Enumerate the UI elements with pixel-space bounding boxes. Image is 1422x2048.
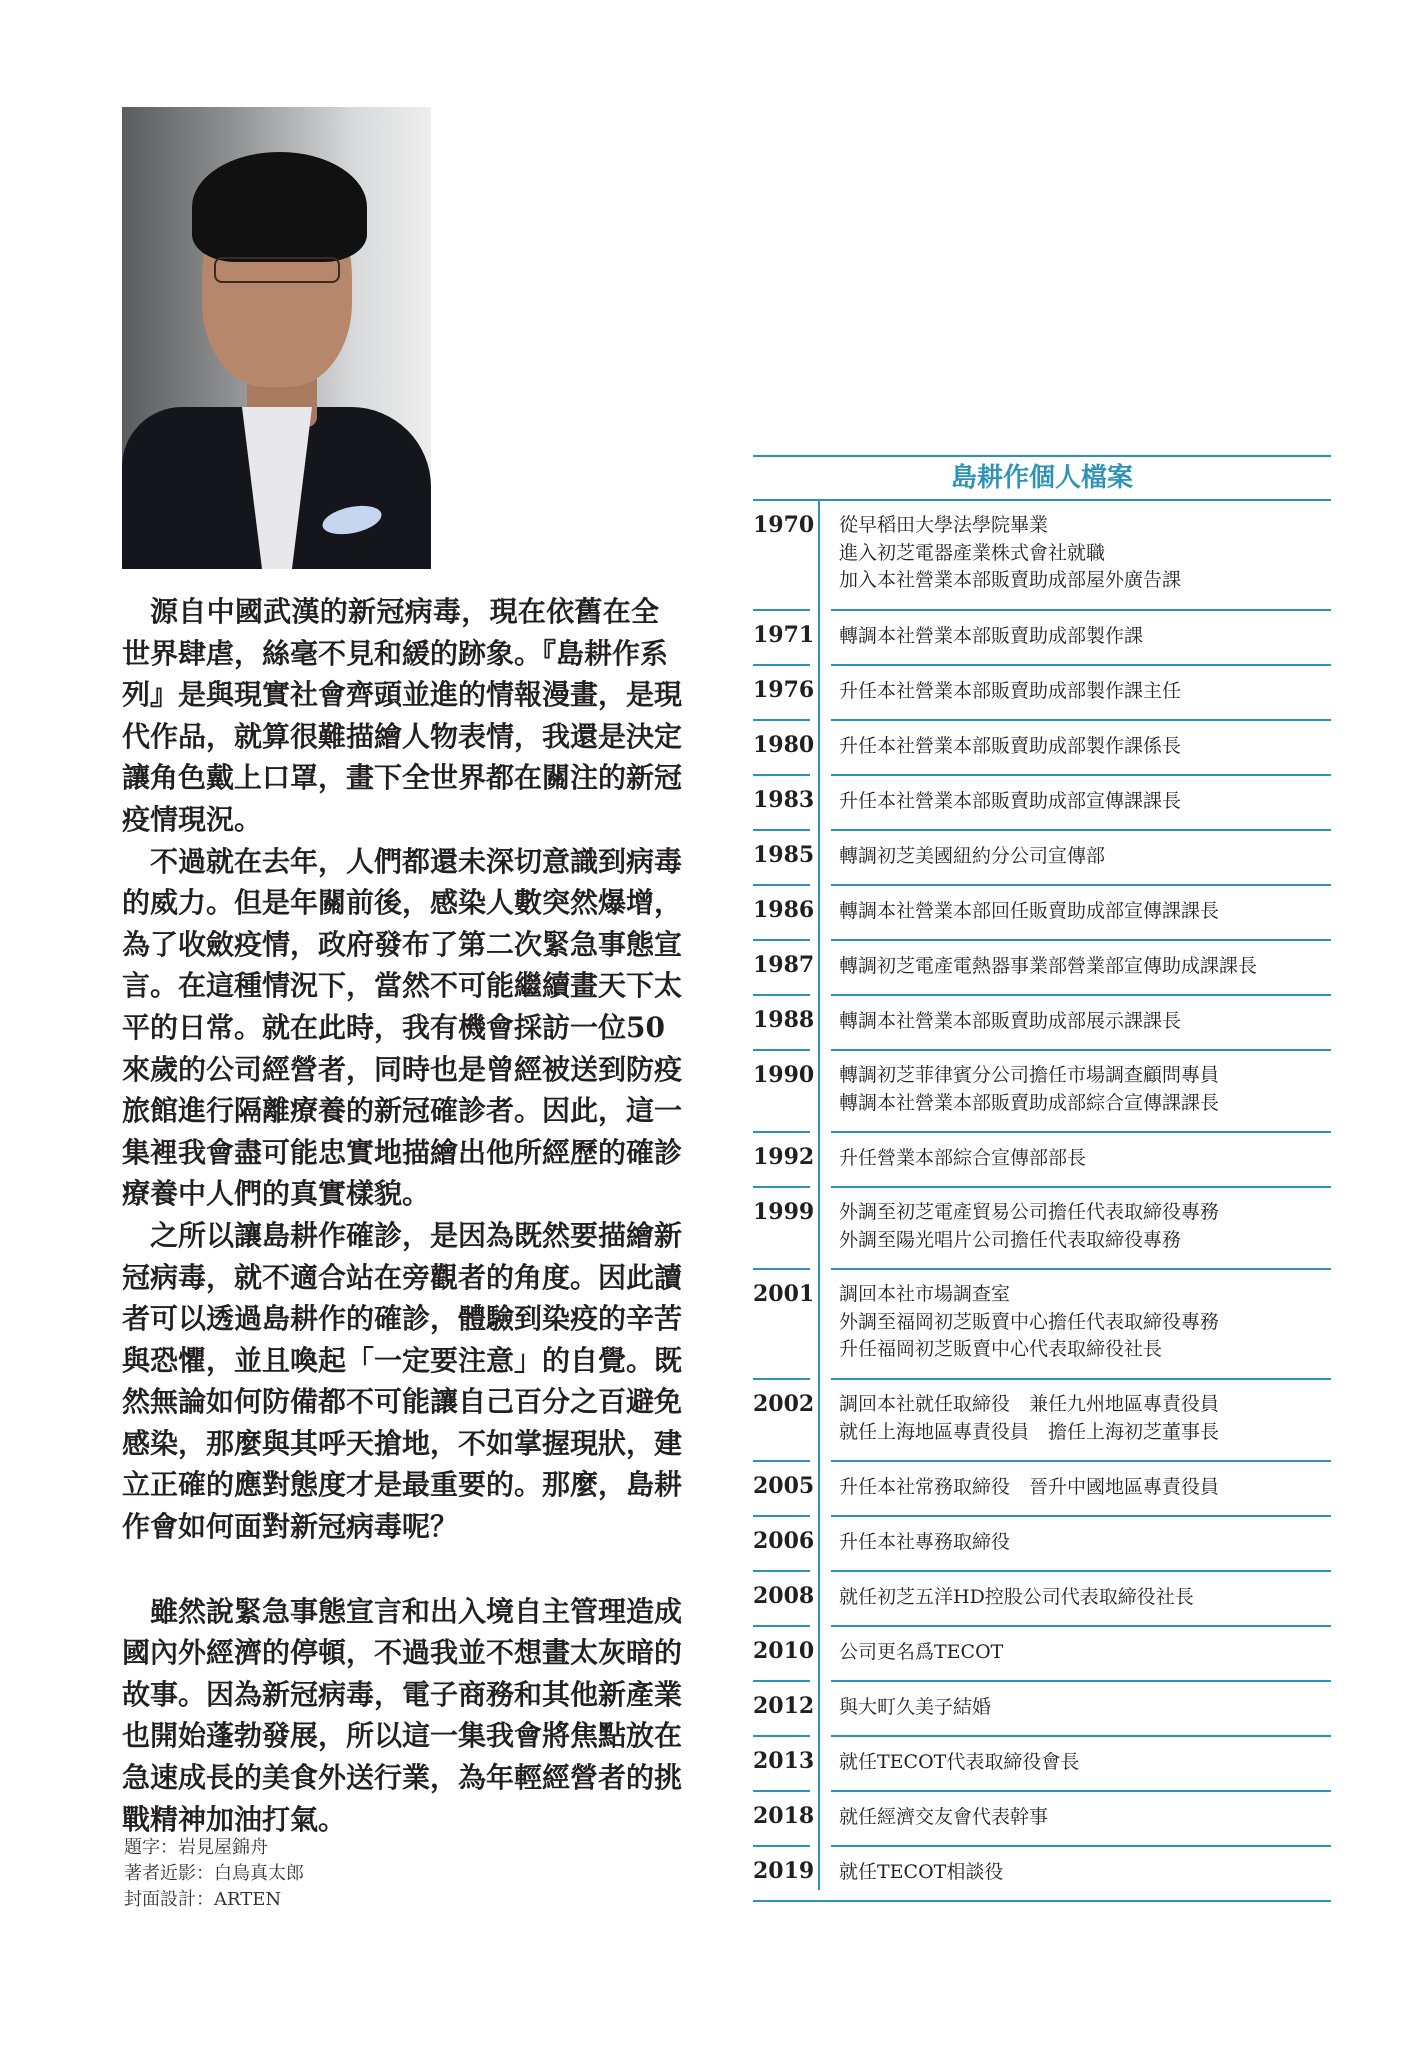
- entry-description: [819, 941, 1331, 996]
- profile-entry: [753, 1462, 1331, 1517]
- article-line: 源自中國武漢的新冠病毒，現在依舊在全: [150, 595, 659, 628]
- profile-entry: [753, 1051, 1331, 1133]
- entry-year: 2005: [753, 1473, 815, 1499]
- entry-year: 1983: [753, 787, 815, 813]
- profile-entry: [753, 886, 1331, 941]
- profile-entry: [753, 1380, 1331, 1462]
- article-line: 代作品，就算很難描繪人物表情，我還是決定: [122, 719, 683, 753]
- entry-year: 1971: [753, 622, 815, 648]
- entry-description: [819, 721, 1331, 776]
- entry-line: 轉調初芝電產電熱器事業部營業部宣傳助成課課長: [839, 955, 1258, 977]
- entry-description: [819, 1627, 1331, 1682]
- entry-description: [819, 1462, 1331, 1517]
- article-line: 療養中人們的真實樣貌。: [122, 1177, 431, 1211]
- paragraph-gap: [122, 1548, 659, 1591]
- entry-line: 就任TECOT相談役: [839, 1861, 1004, 1883]
- entry-line: 外調至初芝電產貿易公司擔任代表取締役專務: [839, 1201, 1220, 1223]
- entry-year: 1986: [753, 897, 815, 923]
- entry-line: 進入初芝電器產業株式會社就職: [839, 541, 1106, 564]
- entry-line: 從早稻田大學法學院畢業: [839, 514, 1049, 536]
- profile-entry: [753, 831, 1331, 886]
- article-line: 然無論如何防備都不可能讓自己百分之百避免: [122, 1385, 683, 1419]
- article-line: 讓角色戴上口罩，畫下全世界都在關注的新冠: [122, 761, 683, 795]
- article-line: 與恐懼，並且喚起「一定要注意」的自覺。既: [122, 1343, 683, 1377]
- profile-entry: [753, 721, 1331, 776]
- article-line: 不過就在去年，人們都還未深切意識到病毒: [150, 844, 683, 878]
- entry-year: 2019: [753, 1858, 815, 1884]
- entry-line: 升任本社營業本部販賣助成部製作課係長: [839, 735, 1182, 757]
- author-portrait-photo: [122, 107, 431, 569]
- article-line: 國內外經濟的停頓，不過我並不想畫太灰暗的: [122, 1636, 683, 1670]
- article-line: 立正確的應對態度才是最重要的。那麼，島耕: [122, 1468, 683, 1502]
- entry-line: 升任本社營業本部販賣助成部宣傳課課長: [839, 790, 1182, 812]
- profile-entry: [753, 1847, 1331, 1902]
- profile-entry: [753, 1682, 1331, 1737]
- article-line: 言。在這種情況下，當然不可能繼續畫天下太: [122, 969, 683, 1003]
- profile-entry: [753, 1188, 1331, 1270]
- entry-line: 升任本社常務取締役 晉升中國地區專責役員: [839, 1476, 1220, 1498]
- entry-description: [819, 1682, 1331, 1737]
- entry-year: 2002: [753, 1391, 815, 1417]
- entry-line: 與大町久美子結婚: [839, 1696, 992, 1718]
- profile-entry: [753, 666, 1331, 721]
- article-line: 急速成長的美食外送行業，為年輕經營者的挑: [122, 1761, 683, 1795]
- entry-description: [819, 1847, 1331, 1902]
- entry-line: 調回本社就任取締役 兼任九州地區專責役員: [839, 1393, 1220, 1415]
- profile-entry: [753, 611, 1331, 666]
- profile-entry: [753, 1737, 1331, 1792]
- profile-panel: [753, 455, 1331, 1902]
- entry-line: 就任初芝五洋HD控股公司代表取締役社長: [839, 1586, 1194, 1608]
- entry-description: [819, 831, 1331, 886]
- profile-entry: [753, 1627, 1331, 1682]
- entry-line: 就任TECOT代表取締役會長: [839, 1751, 1080, 1773]
- entry-line: 轉調本社營業本部販賣助成部展示課課長: [839, 1010, 1182, 1032]
- profile-entry: [753, 1133, 1331, 1188]
- credit-line: 題字：岩見屋錦舟: [124, 1837, 268, 1858]
- entry-year: 1985: [753, 842, 815, 868]
- entry-year: 2012: [753, 1693, 815, 1719]
- entry-line: 轉調初芝菲律賓分公司擔任市場調查顧問專員: [839, 1064, 1220, 1086]
- profile-timeline: [753, 501, 1331, 1902]
- profile-entry: [753, 941, 1331, 996]
- article-line: 列』是與現實社會齊頭並進的情報漫畫，是現: [122, 678, 683, 712]
- article-line: 雖然說緊急事態宣言和出入境自主管理造成: [150, 1594, 683, 1628]
- profile-entry: [753, 1270, 1331, 1380]
- entry-description: [819, 1380, 1331, 1462]
- entry-year: 2008: [753, 1583, 815, 1609]
- entry-line: 加入本社營業本部販賣助成部屋外廣告課: [839, 569, 1182, 591]
- article-line: 來歲的公司經營者，同時也是曾經被送到防疫: [122, 1052, 683, 1086]
- entry-line: 外調至陽光唱片公司擔任代表取締役專務: [839, 1228, 1182, 1251]
- article-line: 感染，那麼與其呼天搶地，不如掌握現狀，建: [122, 1426, 683, 1460]
- entry-description: [819, 1572, 1331, 1627]
- entry-year: 1980: [753, 732, 815, 758]
- profile-entry: [753, 1572, 1331, 1627]
- entry-description: [819, 1792, 1331, 1847]
- row-divider: [753, 1900, 1331, 1902]
- entry-description: [819, 1737, 1331, 1792]
- portrait-glasses: [214, 257, 340, 283]
- entry-line: 轉調本社營業本部販賣助成部製作課: [839, 625, 1144, 647]
- entry-description: [819, 1188, 1331, 1270]
- article-line: 為了收斂疫情，政府發布了第二次緊急事態宣: [122, 927, 683, 961]
- entry-year: 1999: [753, 1199, 815, 1225]
- entry-description: [819, 611, 1331, 666]
- article-line: 也開始蓬勃發展，所以這一集我會將焦點放在: [122, 1719, 683, 1753]
- credit-line: 封面設計：ARTEN: [124, 1889, 282, 1910]
- entry-year: 1970: [753, 512, 815, 538]
- profile-entry: [753, 996, 1331, 1051]
- entry-line: 就任經濟交友會代表幹事: [839, 1806, 1049, 1828]
- article-line: 旅館進行隔離療養的新冠確診者。因此，這一: [122, 1094, 683, 1128]
- credits: [124, 1835, 304, 1913]
- entry-year: 2018: [753, 1803, 815, 1829]
- article-body: [122, 591, 683, 1840]
- credit-line: 著者近影：白鳥真太郎: [124, 1863, 304, 1884]
- entry-line: 公司更名爲TECOT: [839, 1641, 1004, 1663]
- entry-year: 2013: [753, 1748, 815, 1774]
- article-line: 平的日常。就在此時，我有機會採訪一位50: [122, 1010, 665, 1044]
- entry-year: 2010: [753, 1638, 815, 1664]
- article-line: 冠病毒，就不適合站在旁觀者的角度。因此讀: [122, 1260, 683, 1294]
- entry-line: 就任上海地區專責役員 擔任上海初芝董事長: [839, 1420, 1220, 1443]
- entry-description: [819, 1270, 1331, 1380]
- profile-title: 島耕作個人檔案: [950, 463, 1133, 493]
- entry-line: 轉調本社營業本部販賣助成部綜合宣傳課課長: [839, 1091, 1220, 1114]
- entry-description: [819, 1517, 1331, 1572]
- entry-description: [819, 666, 1331, 721]
- entry-year: 1976: [753, 677, 815, 703]
- entry-description: [819, 776, 1331, 831]
- entry-line: 升任本社營業本部販賣助成部製作課主任: [839, 680, 1182, 702]
- profile-entry: [753, 501, 1331, 611]
- article-line: 者可以透過島耕作的確診，體驗到染疫的辛苦: [122, 1302, 683, 1336]
- entry-line: 轉調初芝美國紐約分公司宣傳部: [839, 845, 1106, 867]
- entry-line: 調回本社市場調查室: [839, 1283, 1011, 1305]
- entry-year: 2001: [753, 1281, 815, 1307]
- entry-year: 1990: [753, 1062, 815, 1088]
- article-line: 世界肆虐，絲毫不見和緩的跡象。『島耕作系: [122, 636, 669, 670]
- entry-description: [819, 996, 1331, 1051]
- article-line: 戰精神加油打氣。: [122, 1802, 347, 1836]
- entry-year: 1988: [753, 1007, 815, 1033]
- profile-entry: [753, 1792, 1331, 1847]
- article-line: 故事。因為新冠病毒，電子商務和其他新產業: [122, 1677, 683, 1711]
- article-line: 作會如何面對新冠病毒呢？: [122, 1510, 459, 1544]
- profile-entry: [753, 1517, 1331, 1572]
- article-line: 疫情現況。: [122, 802, 263, 836]
- entry-description: [819, 1133, 1331, 1188]
- entry-line: 升任營業本部綜合宣傳部部長: [839, 1147, 1087, 1169]
- entry-description: [819, 886, 1331, 941]
- article-line: 之所以讓島耕作確診，是因為既然要描繪新: [150, 1218, 683, 1252]
- entry-line: 升任本社專務取締役: [839, 1531, 1011, 1553]
- entry-description: [819, 1051, 1331, 1133]
- portrait-hair: [192, 152, 367, 262]
- profile-entry: [753, 776, 1331, 831]
- article-line: 集裡我會盡可能忠實地描繪出他所經歷的確診: [122, 1135, 683, 1169]
- entry-line: 轉調本社營業本部回任販賣助成部宣傳課課長: [839, 900, 1220, 922]
- entry-year: 2006: [753, 1528, 815, 1554]
- entry-line: 升任福岡初芝販賣中心代表取締役社長: [839, 1338, 1163, 1360]
- entry-year: 1987: [753, 952, 815, 978]
- entry-line: 外調至福岡初芝販賣中心擔任代表取締役專務: [839, 1310, 1220, 1333]
- article-line: 的威力。但是年關前後，感染人數突然爆增，: [122, 886, 683, 920]
- entry-year: 1992: [753, 1144, 815, 1170]
- entry-description: [819, 501, 1331, 611]
